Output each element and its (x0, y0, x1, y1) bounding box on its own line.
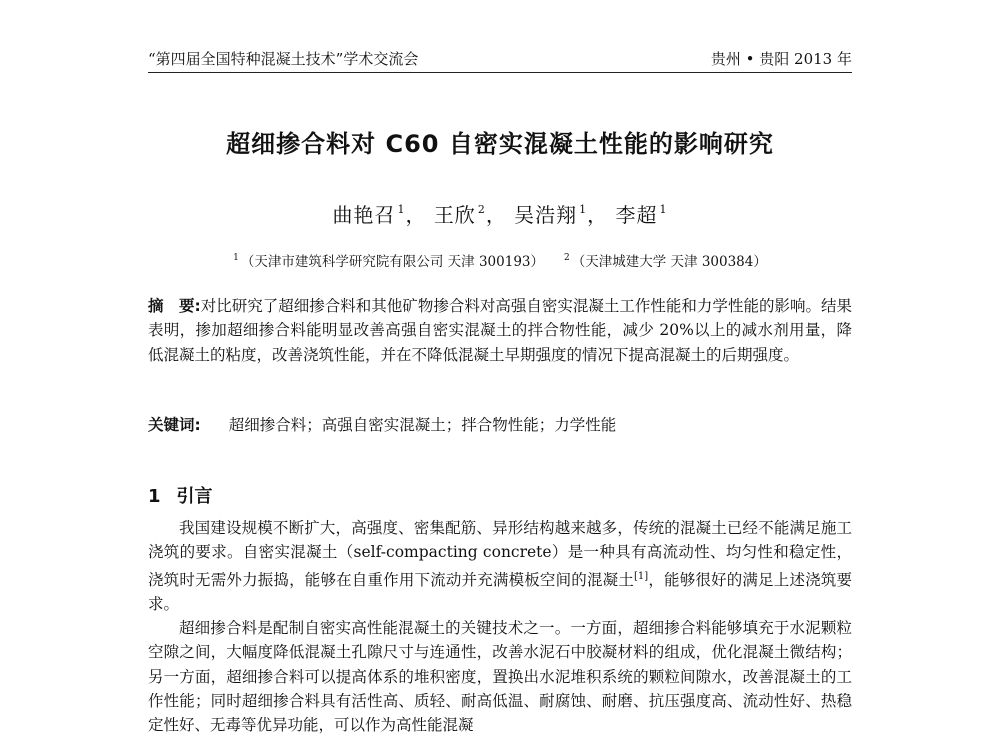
paper-title: 超细掺合料对 C60 自密实混凝土性能的影响研究 (226, 130, 774, 158)
running-header (148, 44, 852, 73)
conference-name: “第四届全国特种混凝土技术”学术交流会 (148, 50, 419, 68)
author (434, 203, 507, 227)
citation-ref: [1] (634, 570, 649, 582)
author-affiliation-mark: 1 (397, 203, 406, 216)
affiliation-number: 2 (564, 253, 570, 263)
abstract-label: 摘 要: (148, 297, 201, 315)
abstract (148, 294, 852, 367)
author-affiliation-mark: 1 (579, 203, 588, 216)
body-text (148, 516, 852, 738)
paragraph-text: 我国建设规模不断扩大，高强度、密集配筋、异形结构越来越多，传统的混凝土已经不能满足施工浇筑的要求。自密实混凝土（self-compacting concrete）是一种具有高流动性、均匀性和稳定性，浇筑时无需外力振捣，能够在自重作用下流动并充满模板空间的混凝土 (148, 519, 852, 589)
author-name: 李超 (615, 203, 658, 227)
author-affiliation-mark: 2 (477, 203, 486, 216)
keywords (148, 413, 852, 435)
affiliation-text: （天津市建筑科学研究院有限公司 天津 300193） (240, 254, 544, 270)
author-separator: ， (485, 203, 507, 227)
author-name: 吴浩翔 (514, 203, 578, 227)
paragraph-tail: ，能够很好的满足上述浇筑要求。 (148, 570, 852, 613)
paragraph (148, 516, 852, 616)
author (514, 203, 608, 227)
paragraph-text: 超细掺合料是配制自密实高性能混凝土的关键技术之一。一方面，超细掺合料能够填充于水泥颗粒空隙之间，大幅度降低混凝土孔隙尺寸与连通性，改善水泥石中胶凝材料的组成，优化混凝土微结构；另一方面，超细掺合料可以提高体系的堆积密度，置换出水泥堆积系统的颗粒间隙水，改善混凝土的工作性能；同时超细掺合料具有活性高、质轻、耐高低温、耐腐蚀、耐磨、抗压强度高、流动性好、热稳定性好、无毒等优异功能，可以作为高性能混凝 (148, 619, 852, 735)
author-name: 王欣 (433, 203, 476, 227)
section-title: 引言 (176, 486, 213, 507)
venue-year: 贵州 • 贵阳 2013 年 (710, 50, 852, 68)
author-separator: ， (405, 203, 427, 227)
author-affiliation-mark: 1 (659, 203, 668, 216)
author-list (0, 199, 1000, 228)
keywords-text: 超细掺合料；高强自密实混凝土；拌合物性能；力学性能 (228, 416, 617, 434)
affiliations (0, 250, 1000, 270)
abstract-text: 对比研究了超细掺合料和其他矿物掺合料对高强自密实混凝土工作性能和力学性能的影响。结果表明，掺加超细掺合料能明显改善高强自密实混凝土的拌合物性能，减少 20%以上的减水剂用量，降低混凝土的粘度，改善浇筑性能，并在不降低混凝土早期强度的情况下提高混凝土的后期强度。 (148, 297, 852, 364)
affiliation-number: 1 (233, 253, 239, 263)
author-name: 曲艳召 (332, 203, 396, 227)
keywords-label: 关键词: (148, 416, 201, 434)
section-number: 1 (148, 486, 161, 507)
section-heading (148, 482, 213, 508)
affiliation-text: （天津城建大学 天津 300384） (571, 254, 767, 270)
paragraph (148, 616, 852, 737)
author (616, 203, 668, 227)
author-separator: ， (587, 203, 609, 227)
author (332, 203, 426, 227)
